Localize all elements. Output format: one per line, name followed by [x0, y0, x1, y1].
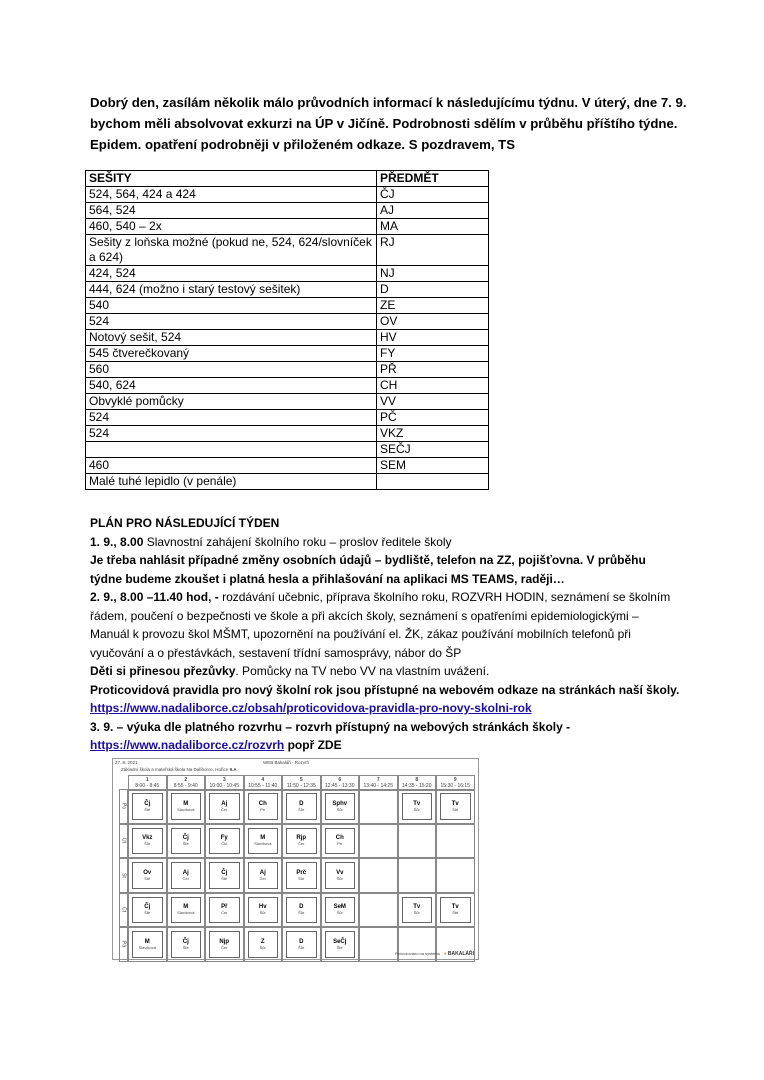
schedule-cell — [436, 789, 475, 824]
lesson-teacher: Čkl — [221, 841, 228, 847]
lesson-teacher: Slavíková — [177, 910, 195, 916]
schedule-cell — [398, 893, 437, 928]
schedule-cell — [282, 789, 321, 824]
lesson-subject: Tv — [413, 904, 421, 911]
schedule-cell — [359, 858, 398, 893]
table-row — [86, 282, 489, 298]
notebooks-cell: 560 — [86, 362, 377, 378]
period-time: 14:35 - 15:20 — [402, 783, 432, 789]
schedule-cell — [244, 858, 283, 893]
table-row — [86, 362, 489, 378]
period-number: 4 — [261, 777, 265, 783]
lesson-teacher: Čer — [259, 875, 266, 881]
period-number: 7 — [376, 777, 380, 783]
lesson-subject: Vkz — [142, 835, 153, 842]
lesson-box — [209, 862, 240, 889]
table-row — [86, 346, 489, 362]
schedule-here: popř ZDE — [284, 738, 342, 752]
lesson-subject: Aj — [259, 869, 266, 876]
schedule-cell — [436, 824, 475, 859]
notebooks-table — [85, 170, 489, 490]
subject-cell: MA — [377, 219, 489, 235]
schedule-cell — [167, 893, 206, 928]
lesson-subject: M — [183, 904, 189, 911]
lesson-box — [209, 793, 240, 820]
lesson-box — [171, 897, 202, 924]
lesson-teacher: Ště — [452, 910, 459, 916]
lesson-teacher: Čer — [182, 875, 189, 881]
table-row — [86, 314, 489, 330]
notebooks-cell: Notový sešit, 524 — [86, 330, 377, 346]
table-row — [86, 426, 489, 442]
subject-cell: PČ — [377, 410, 489, 426]
lesson-subject: Aj — [221, 800, 228, 807]
subject-cell: OV — [377, 314, 489, 330]
subject-cell: SEČJ — [377, 442, 489, 458]
schedule-cell — [205, 893, 244, 928]
lesson-subject: M — [183, 800, 189, 807]
schedule-cell — [167, 789, 206, 824]
table-row — [86, 298, 489, 314]
plan-day-2 — [90, 588, 680, 662]
table-header-row — [86, 171, 489, 187]
lesson-box — [171, 931, 202, 958]
subject-cell: CH — [377, 378, 489, 394]
day-1-text: Slavnostní zahájení školního roku – proslov ředitele školy — [143, 534, 452, 549]
lesson-box — [286, 828, 317, 855]
schedule-cell — [128, 893, 167, 928]
schedule-link[interactable]: https://www.nadaliborce.cz/rozvrh — [90, 738, 285, 752]
lesson-box — [209, 828, 240, 855]
lesson-box — [402, 897, 433, 924]
notebooks-cell: 444, 624 (možno i starý testový sešitek) — [86, 282, 377, 298]
lesson-subject: M — [144, 938, 150, 945]
schedule-link-line — [90, 736, 680, 755]
subject-cell — [377, 474, 489, 490]
subject-cell: NJ — [377, 266, 489, 282]
day-2-date: 2. 9., 8.00 –11.40 hod, - — [90, 590, 219, 604]
schedule-cell — [436, 893, 475, 928]
lesson-box — [132, 897, 163, 924]
weekly-plan — [90, 514, 680, 755]
period-time: 15:30 - 16:15 — [440, 783, 470, 789]
lesson-teacher: Ště — [452, 806, 459, 812]
lesson-teacher: Čer — [221, 910, 228, 916]
lesson-subject: Hv — [258, 904, 267, 911]
lesson-teacher: Šůr — [336, 806, 343, 812]
lesson-subject: SeM — [333, 904, 346, 911]
lesson-box — [325, 862, 356, 889]
lesson-teacher: Šůr — [259, 910, 266, 916]
lesson-box — [248, 897, 279, 924]
lesson-box — [171, 862, 202, 889]
bakalari-logo: ● BAKALÁŘI — [444, 951, 474, 957]
lesson-subject: D — [299, 904, 304, 911]
table-row — [86, 458, 489, 474]
lesson-subject: Čj — [182, 835, 189, 842]
lesson-box — [325, 931, 356, 958]
schedule-cell — [282, 858, 321, 893]
intro-paragraph: Dobrý den, zasílám několik málo průvodních informací k následujícímu týdnu. V úterý, dne 7. 9. bychom měli absolvovat exkurzi na ÚP v Jičíně. Podrobnosti sdělím v průběhu příštího týdne. Epidem. opatření podrobněji v přiloženém odkaze. S pozdravem, TS — [90, 95, 687, 152]
lesson-teacher: Ště — [144, 806, 151, 812]
period-time: 10:00 - 10:45 — [209, 783, 239, 789]
schedule-cell — [128, 858, 167, 893]
notebooks-cell: 424, 524 — [86, 266, 377, 282]
lesson-subject: Tv — [413, 800, 421, 807]
lesson-teacher: Pe — [260, 806, 266, 812]
lesson-box — [248, 862, 279, 889]
lesson-subject: Tv — [451, 904, 459, 911]
schedule-web-title: WEB Bakaláři - Rozvrh — [263, 760, 310, 765]
schedule-cell — [205, 789, 244, 824]
lesson-subject: Njp — [219, 938, 230, 945]
notebooks-cell: Malé tuhé lepidlo (v penále) — [86, 474, 377, 490]
lesson-box — [132, 931, 163, 958]
subject-cell: RJ — [377, 235, 489, 266]
lesson-teacher: Šůr — [298, 875, 305, 881]
period-number: 5 — [299, 777, 303, 783]
lesson-box — [132, 793, 163, 820]
lesson-teacher: Šůr — [298, 910, 305, 916]
schedule-cell — [205, 858, 244, 893]
lesson-box — [248, 931, 279, 958]
period-time: 12:45 - 13:30 — [325, 783, 355, 789]
header-notebooks: SEŠITY — [86, 171, 377, 187]
subject-cell: ČJ — [377, 187, 489, 203]
covid-link-line — [90, 699, 680, 718]
schedule-date: 27. 8. 2021 — [115, 760, 138, 765]
lesson-box — [132, 862, 163, 889]
lesson-teacher: Čer — [298, 841, 305, 847]
lesson-subject: Čj — [144, 800, 151, 807]
schedule-cell — [321, 789, 360, 824]
lesson-subject: Ch — [335, 835, 344, 842]
covid-rules-link[interactable]: https://www.nadaliborce.cz/obsah/proticovidova-pravidla-pro-novy-skolni-rok — [90, 701, 532, 715]
schedule-cell — [398, 927, 437, 962]
lesson-teacher: Šůr — [336, 875, 343, 881]
lesson-box — [171, 793, 202, 820]
notebooks-cell: 524 — [86, 410, 377, 426]
lesson-subject: Čj — [144, 904, 151, 911]
lesson-box — [132, 828, 163, 855]
day-label: Po — [119, 789, 128, 824]
day-label: Út — [119, 824, 128, 859]
period-time: 10:55 - 11:40 — [248, 783, 278, 789]
schedule-cell — [205, 824, 244, 859]
lesson-box — [325, 897, 356, 924]
plan-covid-rules: Proticovidová pravidla pro nový školní rok jsou přístupné na webovém odkaze na stránkách naší školy. — [90, 682, 680, 697]
lesson-teacher: Ště — [144, 910, 151, 916]
lesson-box — [325, 793, 356, 820]
table-row — [86, 474, 489, 490]
plan-note-personal-data: Je třeba nahlásit případné změny osobních údajů – bydliště, telefon na ZZ, pojišťovna. V průběhu týdne budeme zkoušet i platná hesla a přihlašování na aplikaci MS TEAMS, raději… — [90, 553, 646, 586]
notebooks-cell: 460, 540 – 2x — [86, 219, 377, 235]
lesson-box — [325, 828, 356, 855]
period-number: 1 — [145, 777, 149, 783]
lesson-teacher: Šůr — [298, 944, 305, 950]
lesson-teacher: Slavíková — [254, 841, 272, 847]
lesson-box — [248, 828, 279, 855]
schedule-cell — [359, 789, 398, 824]
lesson-subject: Vv — [336, 869, 344, 876]
schedule-cell — [167, 858, 206, 893]
table-row — [86, 394, 489, 410]
schedule-cell — [398, 824, 437, 859]
lesson-subject: Prč — [296, 869, 307, 876]
table-row — [86, 410, 489, 426]
subject-cell: AJ — [377, 203, 489, 219]
schedule-cell — [282, 927, 321, 962]
lesson-box — [286, 931, 317, 958]
schedule-cell — [321, 893, 360, 928]
lesson-teacher: Ště — [336, 944, 343, 950]
lesson-teacher: Šůr — [298, 806, 305, 812]
notebooks-cell: 524, 564, 424 a 424 — [86, 187, 377, 203]
period-number: 2 — [184, 777, 188, 783]
subject-cell: PŘ — [377, 362, 489, 378]
schedule-cell — [359, 824, 398, 859]
lesson-box — [440, 793, 471, 820]
lesson-subject: D — [299, 938, 304, 945]
schedule-cell — [205, 927, 244, 962]
slippers-text: . Pomůcky na TV nebo VV na vlastním uvážení. — [235, 664, 490, 678]
schedule-cell — [167, 927, 206, 962]
subject-cell: SEM — [377, 458, 489, 474]
schedule-footer: Provozováno na systému — [395, 951, 440, 956]
notebooks-cell: 564, 524 — [86, 203, 377, 219]
schedule-cell — [436, 858, 475, 893]
period-number: 8 — [415, 777, 419, 783]
table-row — [86, 235, 489, 266]
notebooks-cell: 460 — [86, 458, 377, 474]
lesson-box — [209, 931, 240, 958]
notebooks-cell: Sešity z loňska možné (pokud ne, 524, 624/slovníček a 624) — [86, 235, 377, 266]
schedule-school — [121, 767, 237, 772]
schedule-cell — [167, 824, 206, 859]
lesson-box — [286, 793, 317, 820]
school-name: Základní škola a mateřská škola Na Dalíborce, Hořice — [121, 767, 229, 772]
day-label: St — [119, 858, 128, 893]
period-time: 11:50 - 12:35 — [286, 783, 316, 789]
schedule-cell — [128, 927, 167, 962]
lesson-teacher: Slavíková — [138, 944, 156, 950]
lesson-teacher: Čer — [221, 806, 228, 812]
schedule-cell — [321, 858, 360, 893]
table-row — [86, 203, 489, 219]
header-subject: PŘEDMĚT — [377, 171, 489, 187]
subject-cell: HV — [377, 330, 489, 346]
notebooks-cell: 540 — [86, 298, 377, 314]
notebooks-cell — [86, 442, 377, 458]
plan-day-1 — [90, 533, 680, 552]
lesson-subject: SeČj — [333, 938, 347, 945]
notebooks-cell: Obvyklé pomůcky — [86, 394, 377, 410]
notebooks-cell: 545 čtverečkovaný — [86, 346, 377, 362]
lesson-box — [209, 897, 240, 924]
lesson-teacher: Pe — [337, 841, 343, 847]
lesson-teacher: Šůr — [144, 841, 151, 847]
lesson-teacher: Šůr — [413, 910, 420, 916]
lesson-box — [286, 862, 317, 889]
lesson-teacher: Ště — [182, 944, 189, 950]
table-row — [86, 378, 489, 394]
table-row — [86, 219, 489, 235]
schedule-cell — [244, 789, 283, 824]
period-time: 13:40 - 14:25 — [363, 783, 393, 789]
lesson-subject: Z — [260, 938, 265, 945]
period-time: 8:55 - 9:40 — [173, 783, 198, 789]
lesson-teacher: Ště — [144, 875, 151, 881]
schedule-cell — [321, 824, 360, 859]
period-number: 6 — [338, 777, 342, 783]
period-number: 3 — [222, 777, 226, 783]
lesson-box — [248, 793, 279, 820]
notebooks-cell: 524 — [86, 314, 377, 330]
lesson-subject: Rjp — [296, 835, 307, 842]
plan-day-3: 3. 9. – výuka dle platného rozvrhu – rozvrh přístupný na webových stránkách školy - — [90, 719, 571, 734]
schedule-cell — [244, 927, 283, 962]
table-row — [86, 442, 489, 458]
schedule-cell — [359, 893, 398, 928]
schedule-cell — [282, 893, 321, 928]
lesson-teacher: Šůr — [413, 806, 420, 812]
schedule-cell — [398, 789, 437, 824]
period-number: 9 — [453, 777, 457, 783]
lesson-teacher: Šůr — [259, 944, 266, 950]
table-row — [86, 330, 489, 346]
day-1-date: 1. 9., 8.00 — [90, 534, 144, 549]
notebooks-cell: 524 — [86, 426, 377, 442]
schedule-cell — [282, 824, 321, 859]
lesson-subject: Sphv — [332, 800, 348, 807]
lesson-box — [440, 897, 471, 924]
table-row — [86, 266, 489, 282]
lesson-teacher: Šůr — [336, 910, 343, 916]
subject-cell: VV — [377, 394, 489, 410]
schedule-cell — [128, 824, 167, 859]
lesson-subject: Ov — [143, 869, 152, 876]
subject-cell: ZE — [377, 298, 489, 314]
grid-corner — [119, 775, 128, 789]
lesson-teacher: Slavíková — [177, 806, 195, 812]
lesson-teacher: Ště — [182, 841, 189, 847]
lesson-box — [402, 793, 433, 820]
schedule-cell — [244, 824, 283, 859]
lesson-subject: Fy — [220, 835, 228, 842]
period-time: 8:00 - 8:45 — [135, 783, 160, 789]
lesson-subject: Ch — [258, 800, 267, 807]
schedule-cell — [128, 789, 167, 824]
schedule-cell — [359, 927, 398, 962]
lesson-subject: Čj — [221, 869, 228, 876]
day-label: Čt — [119, 893, 128, 928]
schedule-grid — [119, 775, 475, 962]
class-name: 9.A — [229, 767, 237, 772]
lesson-box — [171, 828, 202, 855]
slippers-bold: Děti si přinesou přezůvky — [90, 664, 236, 678]
lesson-teacher: Ště — [221, 875, 228, 881]
subject-cell: D — [377, 282, 489, 298]
lesson-teacher: Čer — [221, 944, 228, 950]
lesson-subject: Tv — [451, 800, 459, 807]
schedule-image — [112, 758, 479, 960]
notebooks-cell: 540, 624 — [86, 378, 377, 394]
schedule-cell — [244, 893, 283, 928]
lesson-subject: D — [299, 800, 304, 807]
schedule-cell — [321, 927, 360, 962]
lesson-subject: M — [260, 835, 266, 842]
lesson-subject: Čj — [182, 938, 189, 945]
day-label: Pá — [119, 927, 128, 962]
table-row — [86, 187, 489, 203]
lesson-subject: Aj — [182, 869, 189, 876]
day-2-text: rozdávání učebnic, příprava školního roku, ROZVRH HODIN, seznámení se školním řádem, poučení o bezpečnosti ve škole a při akcích školy, seznámení s opatřeními epidemiologickými – Manuál k provozu škol MŠMT, upozornění na používání el. ŽK, zákaz používání mobilních telefonů při vyučování a o přestávkách, sestavení třídní samosprávy, nábor do ŠP — [90, 590, 671, 660]
plan-slippers — [90, 662, 680, 681]
subject-cell: VKZ — [377, 426, 489, 442]
lesson-box — [286, 897, 317, 924]
schedule-cell — [398, 858, 437, 893]
lesson-subject: Př — [221, 904, 228, 911]
plan-heading: PLÁN PRO NÁSLEDUJÍCÍ TÝDEN — [90, 516, 280, 530]
subject-cell: FY — [377, 346, 489, 362]
